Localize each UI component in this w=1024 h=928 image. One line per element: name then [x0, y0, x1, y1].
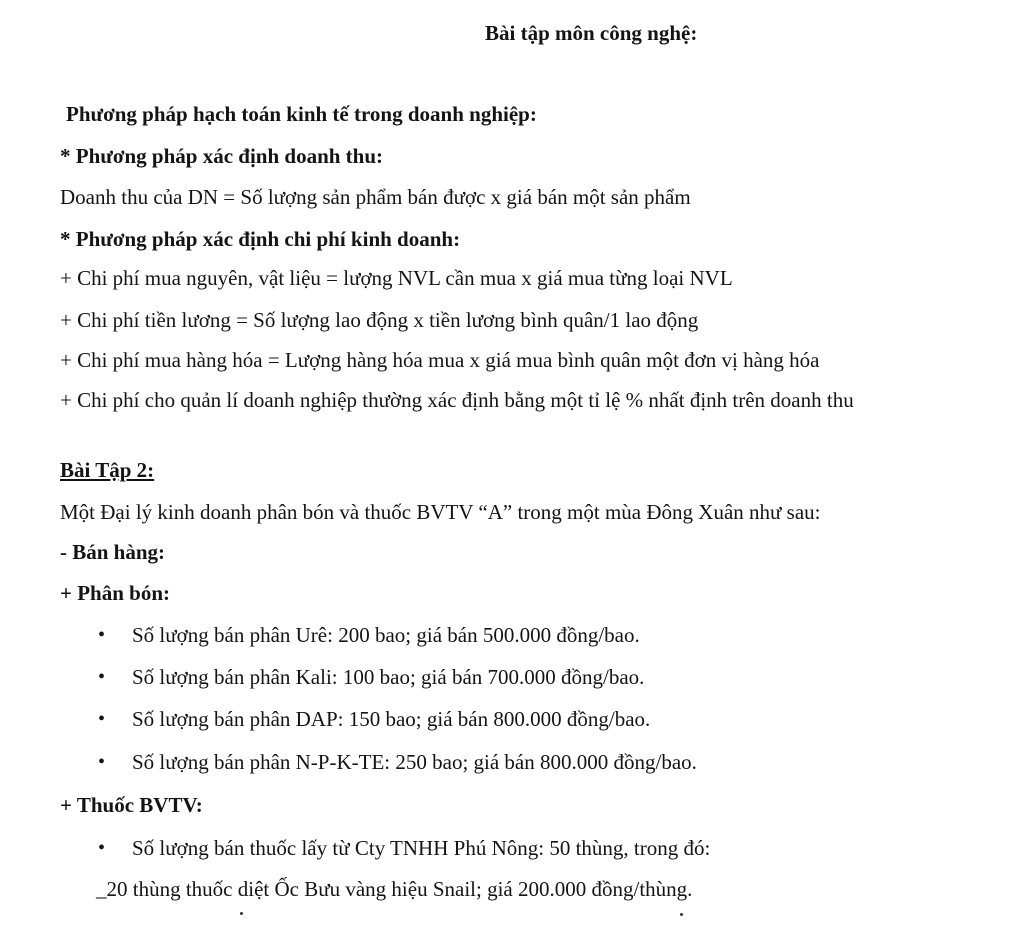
- revenue-heading: * Phương pháp xác định doanh thu:: [60, 144, 384, 168]
- bullet-icon: •: [98, 624, 106, 646]
- section-heading: Phương pháp hạch toán kinh tế trong doanh nghiệp:: [66, 102, 537, 126]
- exercise-intro: Một Đại lý kinh doanh phân bón và thuốc BVTV “A” trong một mùa Đông Xuân như sau:: [60, 500, 821, 524]
- cost-item: + Chi phí tiền lương = Số lượng lao động x tiền lương bình quân/1 lao động: [60, 308, 699, 332]
- sales-heading: - Bán hàng:: [60, 540, 166, 564]
- pesticide-heading: + Thuốc BVTV:: [60, 793, 203, 817]
- bullet-icon: •: [98, 837, 106, 859]
- fertilizer-item: Số lượng bán phân Urê: 200 bao; giá bán 500.000 đồng/bao.: [132, 623, 640, 647]
- bullet-icon: •: [98, 666, 106, 688]
- cost-heading: * Phương pháp xác định chi phí kinh doanh:: [60, 227, 461, 251]
- fertilizer-item: Số lượng bán phân DAP: 150 bao; giá bán 800.000 đồng/bao.: [132, 707, 651, 731]
- scan-speck: [240, 912, 243, 915]
- document-title: Bài tập môn công nghệ:: [485, 21, 698, 45]
- pesticide-item: Số lượng bán thuốc lấy từ Cty TNHH Phú Nông: 50 thùng, trong đó:: [132, 836, 711, 860]
- scan-speck: [680, 913, 683, 916]
- fertilizer-item: Số lượng bán phân N-P-K-TE: 250 bao; giá bán 800.000 đồng/bao.: [132, 750, 697, 774]
- cost-item: + Chi phí mua nguyên, vật liệu = lượng NVL cần mua x giá mua từng loại NVL: [60, 266, 733, 290]
- cost-item: + Chi phí cho quản lí doanh nghiệp thường xác định bằng một tỉ lệ % nhất định trên doanh thu: [60, 388, 854, 412]
- revenue-formula: Doanh thu của DN = Số lượng sản phẩm bán được x giá bán một sản phẩm: [60, 185, 691, 209]
- bullet-icon: •: [98, 708, 106, 730]
- cost-item: + Chi phí mua hàng hóa = Lượng hàng hóa mua x giá mua bình quân một đơn vị hàng hóa: [60, 348, 820, 372]
- bullet-icon: •: [98, 751, 106, 773]
- exercise-title: Bài Tập 2:: [60, 458, 155, 482]
- fertilizer-item: Số lượng bán phân Kali: 100 bao; giá bán 700.000 đồng/bao.: [132, 665, 645, 689]
- fertilizer-heading: + Phân bón:: [60, 581, 171, 605]
- pesticide-detail: _20 thùng thuốc diệt Ốc Bưu vàng hiệu Snail; giá 200.000 đồng/thùng.: [96, 877, 693, 901]
